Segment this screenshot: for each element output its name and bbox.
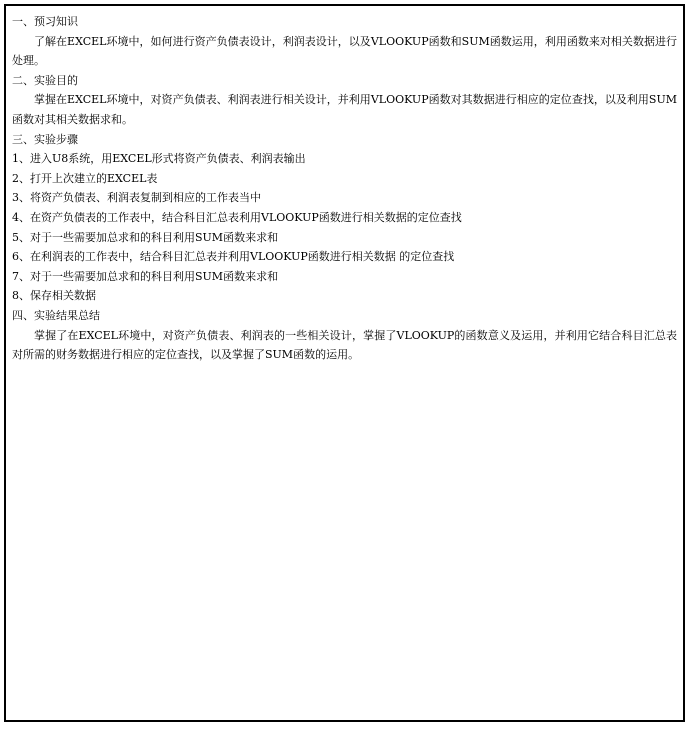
section-heading-steps: 三、实验步骤	[12, 132, 78, 146]
section-body-summary: 掌握了在EXCEL环境中，对资产负债表、利润表的一些相关设计，掌握了VLOOKUP的函数意义及运用，并利用它结合科目汇总表对所需的财务数据进行相应的定位查找，以及掌握了SUM函数的运用。	[12, 328, 677, 362]
step-item: 3、将资产负债表、利润表复制到相应的工作表当中	[12, 191, 261, 205]
step-item: 4、在资产负债表的工作表中，结合科目汇总表利用VLOOKUP函数进行相关数据的定位查找	[12, 210, 462, 224]
section-heading-summary: 四、实验结果总结	[12, 308, 100, 322]
step-item: 8、保存相关数据	[12, 289, 96, 303]
step-item: 1、进入U8系统，用EXCEL形式将资产负债表、利润表输出	[12, 152, 306, 166]
section-body-preview: 了解在EXCEL环境中，如何进行资产负债表设计，利润表设计，以及VLOOKUP函数和SUM函数运用，利用函数来对相关数据进行处理。	[12, 34, 677, 68]
section-heading-purpose: 二、实验目的	[12, 73, 78, 87]
step-item: 6、在利润表的工作表中，结合科目汇总表并利用VLOOKUP函数进行相关数据 的定位查找	[12, 250, 455, 264]
step-item: 5、对于一些需要加总求和的科目利用SUM函数来求和	[12, 230, 279, 244]
section-heading-preview: 一、预习知识	[12, 15, 78, 28]
document-frame	[4, 4, 685, 722]
section-body-purpose: 掌握在EXCEL环境中，对资产负债表、利润表进行相关设计，并利用VLOOKUP函数对其数据进行相应的定位查找，以及利用SUM函数对其相关数据求和。	[12, 93, 677, 126]
step-item: 7、对于一些需要加总求和的科目利用SUM函数来求和	[12, 269, 279, 283]
step-item: 2、打开上次建立的EXCEL表	[12, 171, 158, 185]
